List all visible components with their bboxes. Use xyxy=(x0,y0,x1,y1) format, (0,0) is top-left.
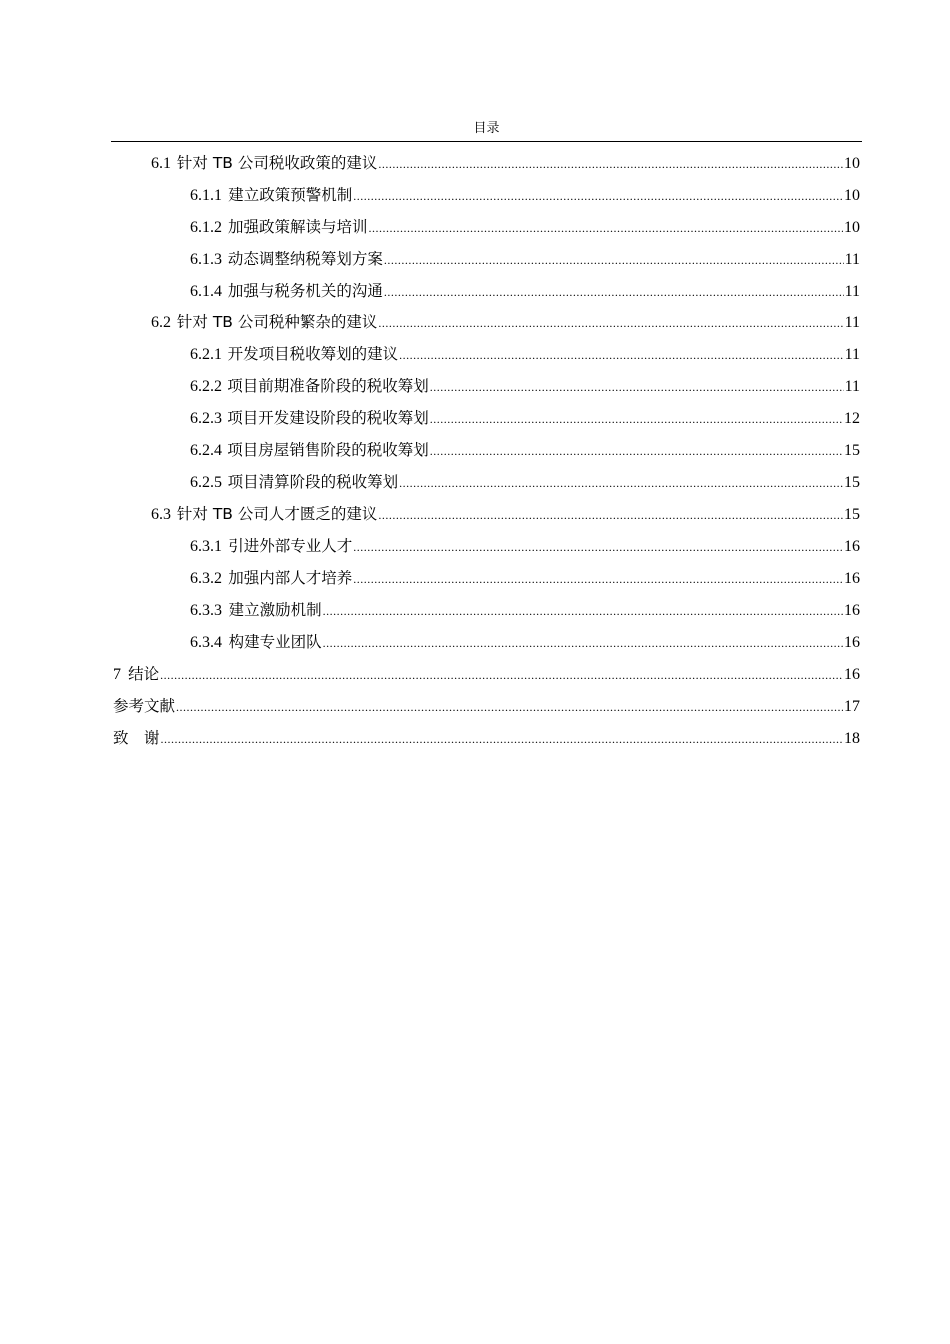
toc-dot-leader xyxy=(430,439,843,463)
toc-entry-number: 6.2.4 xyxy=(190,442,222,459)
toc-entry-page: 11 xyxy=(844,346,860,363)
toc-entry-number: 6.1.1 xyxy=(190,187,222,204)
toc-dot-leader xyxy=(353,535,843,559)
toc-entry-title: 参考文献 xyxy=(113,697,176,715)
toc-entry[interactable] xyxy=(190,566,860,590)
toc-entry[interactable] xyxy=(190,183,860,207)
toc-dot-leader xyxy=(378,311,843,335)
toc-entry[interactable] xyxy=(190,470,860,494)
toc-entry-title: 针对 TB 公司人才匮乏的建议 xyxy=(176,505,378,523)
toc-entry-number: 6.2 xyxy=(151,314,171,331)
toc-entry-title: 加强与税务机关的沟通 xyxy=(227,282,383,300)
toc-entry-title: 加强内部人才培养 xyxy=(228,569,353,587)
toc-entry-title: 开发项目税收筹划的建议 xyxy=(227,345,399,363)
toc-entry-title: 建立政策预警机制 xyxy=(228,186,353,204)
toc-entry-page: 15 xyxy=(844,442,860,459)
toc-entry-page: 15 xyxy=(844,506,860,523)
toc-entry[interactable] xyxy=(190,406,860,430)
toc-entry-title: 结论 xyxy=(128,665,160,683)
toc-entry[interactable] xyxy=(190,630,860,654)
toc-entry-page: 18 xyxy=(844,730,860,747)
toc-entry-title: 项目清算阶段的税收筹划 xyxy=(227,473,399,491)
toc-entry[interactable] xyxy=(151,502,860,526)
toc-entry[interactable] xyxy=(190,438,860,462)
toc-dot-leader xyxy=(399,471,843,495)
toc-entry[interactable] xyxy=(190,215,860,239)
toc-entry-number: 6.3.2 xyxy=(190,570,222,587)
toc-entry-page: 11 xyxy=(844,378,860,395)
toc-entry[interactable] xyxy=(190,279,860,303)
toc-entry[interactable] xyxy=(190,534,860,558)
toc-entry-number: 6.2.5 xyxy=(190,474,222,491)
toc-entry-title: 项目前期准备阶段的税收筹划 xyxy=(227,377,429,395)
toc-entry-number: 6.3.1 xyxy=(190,538,222,555)
toc-entry-number: 6.3.3 xyxy=(190,602,222,619)
toc-entry-title: 针对 TB 公司税种繁杂的建议 xyxy=(176,313,378,331)
toc-entry[interactable] xyxy=(113,694,860,718)
toc-entry-page: 16 xyxy=(844,602,860,619)
toc-entry-title: 项目房屋销售阶段的税收筹划 xyxy=(227,441,429,459)
toc-entry-page: 11 xyxy=(844,251,860,268)
toc-entry-page: 10 xyxy=(844,187,860,204)
toc-dot-leader xyxy=(160,663,843,687)
toc-dot-leader xyxy=(353,184,843,208)
toc-entry-title: 项目开发建设阶段的税收筹划 xyxy=(227,409,429,427)
toc-entry-page: 11 xyxy=(844,314,860,331)
toc-entry-title: 建立激励机制 xyxy=(228,601,322,619)
toc-dot-leader xyxy=(384,280,844,304)
toc-dot-leader xyxy=(430,407,843,431)
toc-entry-number: 6.2.2 xyxy=(190,378,222,395)
toc-entry[interactable] xyxy=(190,342,860,366)
toc-entry[interactable] xyxy=(113,726,860,750)
toc-entry-number: 6.3 xyxy=(151,506,171,523)
toc-entry-page: 16 xyxy=(844,666,860,683)
toc-entry-number: 6.3.4 xyxy=(190,634,222,651)
toc-entry-page: 12 xyxy=(844,410,860,427)
toc-entry-number: 6.1 xyxy=(151,155,171,172)
toc-dot-leader xyxy=(378,152,843,176)
toc-dot-leader xyxy=(399,343,843,367)
toc-dot-leader xyxy=(384,248,844,272)
toc-entry-page: 16 xyxy=(844,538,860,555)
toc-entry-number: 6.1.2 xyxy=(190,219,222,236)
toc-entry-page: 16 xyxy=(844,634,860,651)
header-title: 目录 xyxy=(473,121,500,136)
toc-entry-title: 构建专业团队 xyxy=(228,633,322,651)
toc-dot-leader xyxy=(176,695,843,719)
toc-dot-leader xyxy=(323,631,843,655)
toc-dot-leader xyxy=(161,727,843,751)
toc-entry-number: 6.1.4 xyxy=(190,283,222,300)
toc-dot-leader xyxy=(378,503,843,527)
toc-entry-title: 动态调整纳税筹划方案 xyxy=(227,250,383,268)
toc-entry-title: 致 谢 xyxy=(113,729,160,747)
toc-entry-page: 17 xyxy=(844,698,860,715)
toc-entry-number: 6.2.1 xyxy=(190,346,222,363)
toc-entry[interactable] xyxy=(113,662,860,686)
toc-entry-page: 15 xyxy=(844,474,860,491)
toc-dot-leader xyxy=(369,216,843,240)
toc-dot-leader xyxy=(430,375,844,399)
page-header xyxy=(111,119,862,142)
toc-entry[interactable] xyxy=(151,151,860,175)
toc-entry[interactable] xyxy=(190,374,860,398)
toc-entry[interactable] xyxy=(190,247,860,271)
toc-dot-leader xyxy=(353,567,843,591)
toc-entry-number: 6.1.3 xyxy=(190,251,222,268)
toc-entry-title: 加强政策解读与培训 xyxy=(228,218,368,236)
toc-entry[interactable] xyxy=(151,310,860,334)
toc-entry-number: 7 xyxy=(113,666,121,683)
toc-entry[interactable] xyxy=(190,598,860,622)
toc-dot-leader xyxy=(323,599,843,623)
toc-entry-title: 引进外部专业人才 xyxy=(228,537,353,555)
toc-entry-page: 10 xyxy=(844,219,860,236)
toc-entry-page: 11 xyxy=(844,283,860,300)
toc-entry-page: 16 xyxy=(844,570,860,587)
toc-entry-title: 针对 TB 公司税收政策的建议 xyxy=(176,154,378,172)
toc-entry-number: 6.2.3 xyxy=(190,410,222,427)
toc-entry-page: 10 xyxy=(844,155,860,172)
